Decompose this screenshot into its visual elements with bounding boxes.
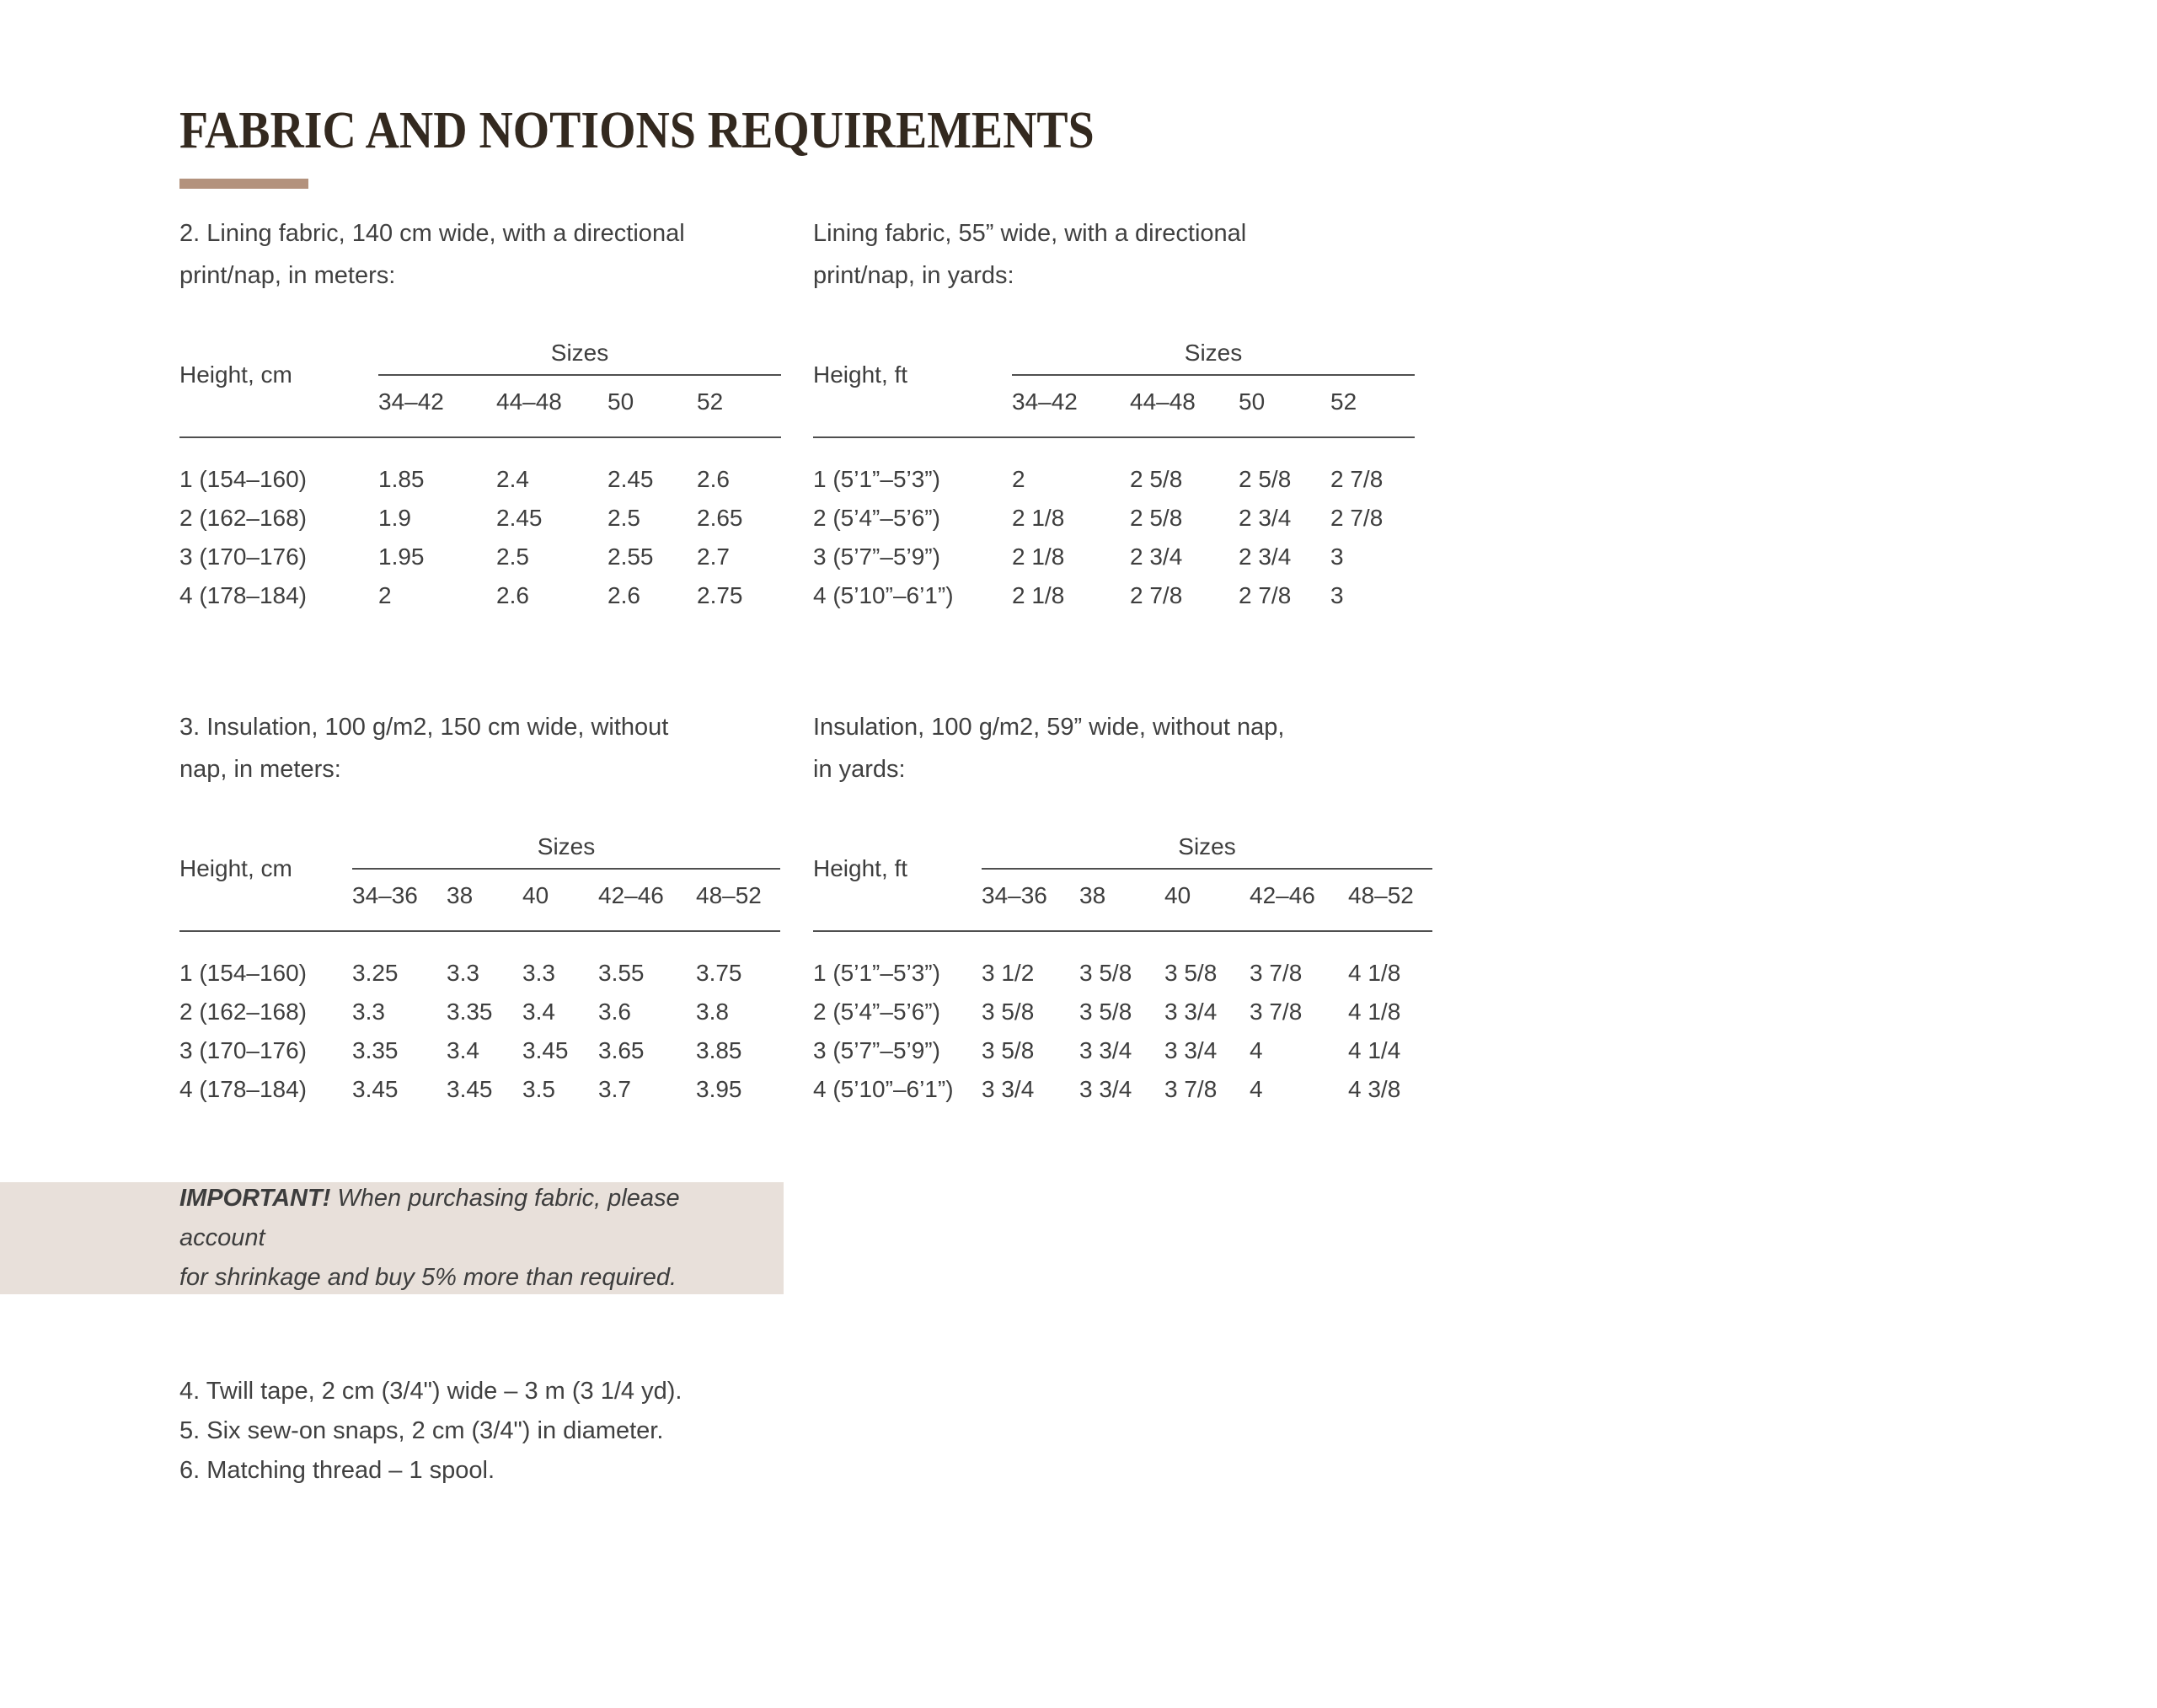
table-sizes-header: Sizes: [1012, 340, 1415, 376]
table-cell: 3.95: [696, 1076, 742, 1102]
insulation-imperial-section: [813, 706, 1433, 1102]
insulation-metric-table: [179, 834, 781, 1102]
table-cell: 3.45: [522, 1037, 569, 1063]
table-height-label: Height, ft: [813, 855, 908, 881]
table-cell: 3.35: [352, 1037, 399, 1063]
table-cell: 3.3: [447, 960, 479, 986]
table-cell: 1.9: [378, 505, 411, 531]
table-cell: 3.7: [598, 1076, 631, 1102]
insulation-imperial-intro: [813, 706, 1433, 790]
table-row-label: 1 (5’1”–5’3”): [813, 466, 940, 492]
table-column-header: 40: [522, 882, 549, 908]
table-sizes-header: Sizes: [982, 834, 1432, 870]
table-row-label: 1 (154–160): [179, 466, 308, 492]
intro-line: in yards:: [813, 756, 906, 783]
table-cell: 2 7/8: [1239, 582, 1292, 608]
table-cell: 2.5: [496, 543, 529, 570]
table-cell: 3 7/8: [1250, 960, 1303, 986]
table-cell: 3 5/8: [1164, 960, 1218, 986]
page-title: FABRIC AND NOTIONS REQUIREMENTS: [179, 102, 1095, 159]
table-cell: 3.55: [598, 960, 645, 986]
table-column-header: 44–48: [1130, 388, 1196, 415]
lining-metric-table: [179, 340, 781, 608]
table-cell: 2.6: [697, 466, 730, 492]
intro-line: print/nap, in yards:: [813, 262, 1014, 289]
table-cell: 4 1/8: [1348, 960, 1401, 986]
table-row-label: 1 (154–160): [179, 960, 308, 986]
table-cell: 2 3/4: [1239, 505, 1292, 531]
table-column-header: 34–42: [378, 388, 444, 415]
table-cell: 2.5: [607, 505, 640, 531]
notions-item: 6. Matching thread – 1 spool.: [179, 1457, 495, 1484]
insulation-metric-intro: [179, 706, 781, 790]
lining-imperial-section: [813, 212, 1433, 608]
table-cell: 3: [1330, 582, 1344, 608]
intro-line: 3. Insulation, 100 g/m2, 150 cm wide, without: [179, 714, 669, 741]
table-cell: 4 3/8: [1348, 1076, 1401, 1102]
table-column-header: 34–36: [352, 882, 418, 908]
notions-item: 5. Six sew-on snaps, 2 cm (3/4") in diameter.: [179, 1417, 664, 1444]
table-column-header: 52: [1330, 388, 1357, 415]
table-row-label: 3 (5’7”–5’9”): [813, 1037, 940, 1063]
table-cell: 3.75: [696, 960, 742, 986]
intro-line: Lining fabric, 55” wide, with a directional: [813, 220, 1247, 247]
table-sizes-header: Sizes: [378, 340, 781, 376]
table-row-label: 2 (5’4”–5’6”): [813, 505, 940, 531]
notions-item: 4. Twill tape, 2 cm (3/4") wide – 3 m (3 1/4 yd).: [179, 1378, 682, 1405]
table-height-label: Height, cm: [179, 855, 292, 881]
insulation-metric-section: [179, 706, 781, 1102]
table-cell: 3 5/8: [982, 999, 1035, 1025]
table-cell: 3.35: [447, 999, 493, 1025]
table-cell: 3.25: [352, 960, 399, 986]
table-cell: 2 5/8: [1130, 505, 1183, 531]
table-row-label: 3 (170–176): [179, 1037, 308, 1063]
table-cell: 2.7: [697, 543, 730, 570]
table-column-header: 48–52: [696, 882, 762, 908]
insulation-imperial-table: [813, 834, 1433, 1102]
lining-metric-section: [179, 212, 781, 608]
table-sizes-header: Sizes: [352, 834, 780, 870]
important-note-line: [179, 1179, 758, 1258]
lining-metric-intro: [179, 212, 781, 297]
table-cell: 3.45: [447, 1076, 493, 1102]
table-cell: 3 3/4: [1164, 1037, 1218, 1063]
table-cell: 4: [1250, 1076, 1263, 1102]
table-cell: 2: [1012, 466, 1025, 492]
table-cell: 1.85: [378, 466, 425, 492]
table-column-header: 50: [1239, 388, 1266, 415]
table-row-label: 3 (170–176): [179, 543, 308, 570]
table-cell: 3.8: [696, 999, 729, 1025]
important-note-line: for shrinkage and buy 5% more than required.: [179, 1264, 677, 1291]
table-row-label: 2 (5’4”–5’6”): [813, 999, 940, 1025]
table-cell: 3 7/8: [1164, 1076, 1218, 1102]
table-cell: 2 1/8: [1012, 543, 1065, 570]
table-cell: 3: [1330, 543, 1344, 570]
table-cell: 4: [1250, 1037, 1263, 1063]
table-cell: 3.65: [598, 1037, 645, 1063]
lining-imperial-table: [813, 340, 1433, 608]
important-note-text: When purchasing fabric, please account: [179, 1185, 680, 1251]
table-cell: 2 5/8: [1239, 466, 1292, 492]
table-column-header: 38: [1079, 882, 1106, 908]
table-column-header: 40: [1164, 882, 1191, 908]
table-cell: 3 5/8: [1079, 999, 1132, 1025]
intro-line: 2. Lining fabric, 140 cm wide, with a directional: [179, 220, 685, 247]
lining-imperial-intro: [813, 212, 1433, 297]
table-column-header: 50: [607, 388, 634, 415]
table-height-label: Height, ft: [813, 361, 908, 388]
table-column-header: 42–46: [598, 882, 664, 908]
table-row-label: 4 (178–184): [179, 582, 308, 608]
table-cell: 3.3: [352, 999, 385, 1025]
table-row-label: 4 (5’10”–6’1”): [813, 582, 954, 608]
table-cell: 1.95: [378, 543, 425, 570]
table-cell: 3.85: [696, 1037, 742, 1063]
table-cell: 2 1/8: [1012, 582, 1065, 608]
important-note-box: [0, 1182, 784, 1294]
table-cell: 3.4: [447, 1037, 479, 1063]
table-cell: 2.45: [607, 466, 654, 492]
title-accent-bar: [179, 179, 308, 189]
table-cell: 2 7/8: [1330, 505, 1384, 531]
table-row-label: 3 (5’7”–5’9”): [813, 543, 940, 570]
table-cell: 3 3/4: [1079, 1037, 1132, 1063]
table-cell: 2.6: [496, 582, 529, 608]
table-cell: 2.75: [697, 582, 743, 608]
table-cell: 2 7/8: [1330, 466, 1384, 492]
table-cell: 2 5/8: [1130, 466, 1183, 492]
table-column-header: 42–46: [1250, 882, 1315, 908]
table-column-header: 52: [697, 388, 724, 415]
table-row-label: 2 (162–168): [179, 505, 308, 531]
table-cell: 2: [378, 582, 392, 608]
intro-line: Insulation, 100 g/m2, 59” wide, without nap,: [813, 714, 1285, 741]
table-column-header: 48–52: [1348, 882, 1414, 908]
table-row-label: 1 (5’1”–5’3”): [813, 960, 940, 986]
table-cell: 3 7/8: [1250, 999, 1303, 1025]
table-cell: 2.55: [607, 543, 654, 570]
table-column-header: 34–36: [982, 882, 1047, 908]
table-cell: 2 1/8: [1012, 505, 1065, 531]
table-cell: 2 3/4: [1130, 543, 1183, 570]
table-row-label: 4 (5’10”–6’1”): [813, 1076, 954, 1102]
table-cell: 3.5: [522, 1076, 555, 1102]
intro-line: print/nap, in meters:: [179, 262, 396, 289]
table-cell: 3.6: [598, 999, 631, 1025]
table-cell: 2.4: [496, 466, 529, 492]
table-cell: 3 5/8: [1079, 960, 1132, 986]
table-cell: 3 3/4: [982, 1076, 1035, 1102]
table-cell: 3 3/4: [1164, 999, 1218, 1025]
table-row-label: 2 (162–168): [179, 999, 308, 1025]
table-column-header: 34–42: [1012, 388, 1078, 415]
notions-list: [179, 1372, 682, 1491]
intro-line: nap, in meters:: [179, 756, 341, 783]
table-column-header: 44–48: [496, 388, 562, 415]
table-height-label: Height, cm: [179, 361, 292, 388]
table-cell: 3.4: [522, 999, 555, 1025]
table-cell: 4 1/4: [1348, 1037, 1401, 1063]
table-cell: 3 5/8: [982, 1037, 1035, 1063]
table-cell: 2 7/8: [1130, 582, 1183, 608]
table-row-label: 4 (178–184): [179, 1076, 308, 1102]
table-cell: 2 3/4: [1239, 543, 1292, 570]
table-column-header: 38: [447, 882, 474, 908]
table-cell: 2.65: [697, 505, 743, 531]
table-cell: 2.45: [496, 505, 543, 531]
important-note-emphasis: IMPORTANT!: [179, 1185, 331, 1212]
table-cell: 3.3: [522, 960, 555, 986]
table-cell: 3 1/2: [982, 960, 1035, 986]
table-cell: 2.6: [607, 582, 640, 608]
table-cell: 4 1/8: [1348, 999, 1401, 1025]
table-cell: 3.45: [352, 1076, 399, 1102]
table-cell: 3 3/4: [1079, 1076, 1132, 1102]
